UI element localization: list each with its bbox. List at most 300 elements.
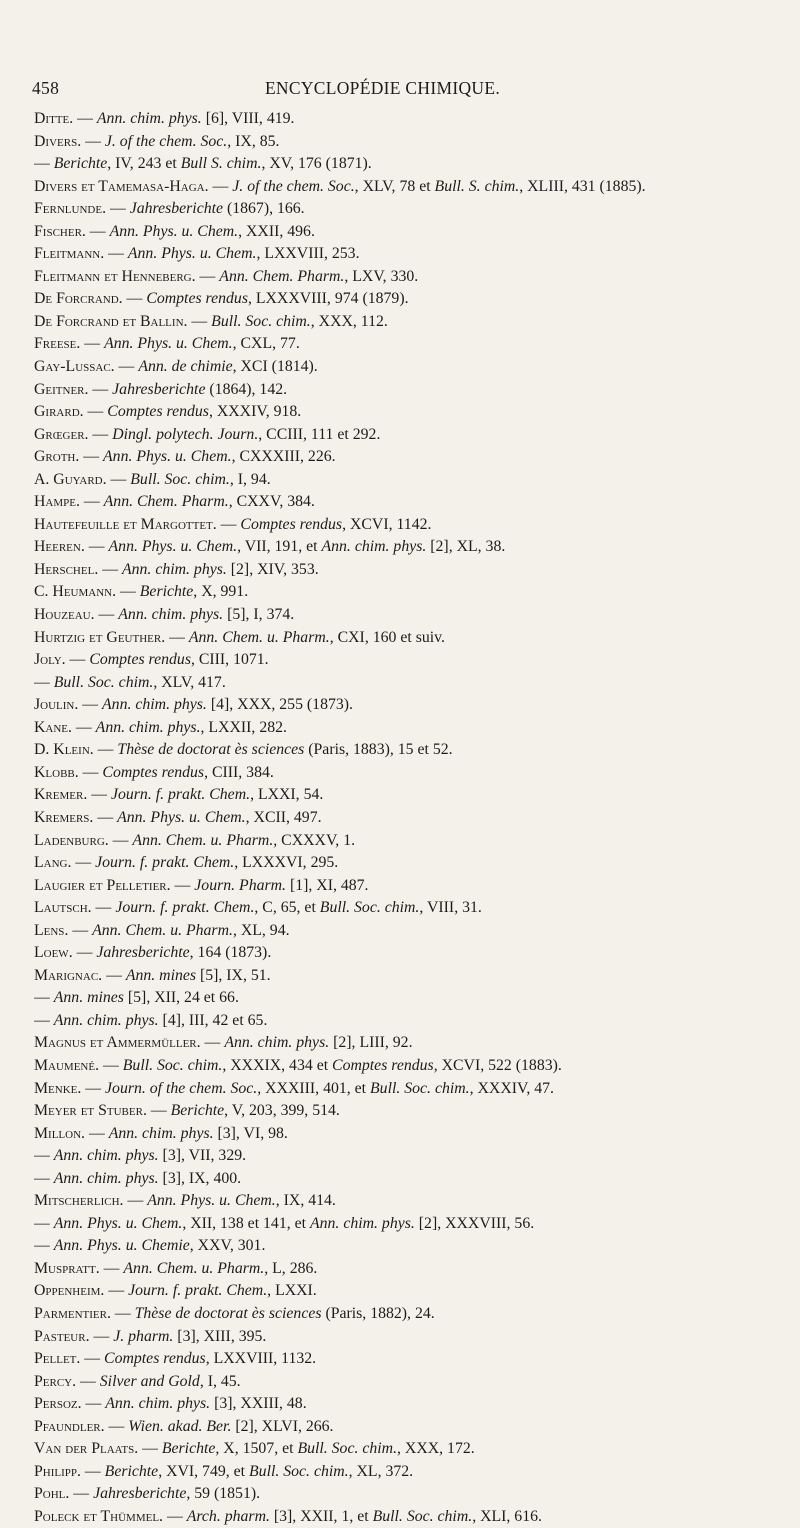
citation-text: . —: [98, 966, 126, 984]
bibliography-entry: [34, 1190, 794, 1213]
author-name: Divers: [34, 132, 78, 150]
citation-text: . —: [112, 583, 140, 601]
journal-title: Ann. Chem. Pharm.: [103, 493, 229, 511]
journal-title: Jahresberichte: [96, 944, 190, 962]
citation-text: , XLI, 616.: [472, 1507, 542, 1525]
citation-text: , LXXXVI, 295.: [234, 854, 339, 872]
author-name: Hampe: [34, 493, 76, 511]
citation-text: , XL, 94.: [232, 921, 290, 939]
citation-text: . —: [76, 335, 105, 353]
citation-text: , IX, 414.: [275, 1192, 336, 1210]
journal-title: Comptes rendus: [102, 763, 205, 781]
author-name: Hautefeuille et Margottet: [34, 515, 213, 533]
citation-text: , XVI, 749, et: [158, 1462, 250, 1480]
citation-text: [4], III, 42 et 65.: [158, 1011, 268, 1029]
citation-text: [2], XL, 38.: [426, 538, 506, 556]
citation-text: . —: [110, 358, 139, 376]
bibliography-entry: [34, 762, 794, 785]
author-name: Percy: [34, 1372, 73, 1390]
citation-text: , XCVI, 1142.: [342, 515, 432, 533]
journal-title: Comptes rendus: [89, 651, 191, 669]
citation-text: [2], LIII, 92.: [329, 1034, 413, 1052]
citation-text: , LXXVIII, 253.: [256, 245, 360, 263]
bibliography-entry: [34, 288, 794, 311]
citation-text: , L, 286.: [264, 1259, 318, 1277]
citation-text: , LXXII, 282.: [200, 718, 287, 736]
author-name: Magnus et Ammermüller: [34, 1034, 197, 1052]
author-name: Geitner: [34, 380, 85, 398]
citation-text: —: [34, 1011, 54, 1029]
citation-text: [3], XIII, 395.: [173, 1327, 267, 1345]
journal-title: Ann. mines: [53, 989, 124, 1007]
citation-text: [4], XXX, 255 (1873).: [206, 696, 353, 714]
author-name: Lens: [34, 921, 65, 939]
journal-title: Ann. chim. phys.: [53, 1011, 159, 1029]
bibliography-entry: [34, 875, 794, 898]
bibliography-entry: [34, 536, 794, 559]
citation-text: [3], XXII, 1, et: [269, 1507, 373, 1525]
citation-text: —: [34, 1147, 54, 1165]
citation-text: , CXXXIII, 226.: [231, 448, 336, 466]
citation-text: . —: [68, 944, 97, 962]
bibliography-entry: [34, 1123, 794, 1146]
author-name: Joulin: [34, 696, 75, 714]
author-name: C. Heumann: [34, 583, 113, 601]
bibliography-entry: [34, 1145, 794, 1168]
journal-title: Journ. f. prakt. Chem.: [110, 786, 251, 804]
citation-text: , CXXV, 384.: [228, 493, 315, 511]
bibliography-entry: [34, 221, 794, 244]
citation-text: , C, 65, et: [254, 899, 320, 917]
journal-title: Berichte: [53, 155, 108, 173]
citation-text: , XXX, 112.: [310, 312, 388, 330]
citation-text: , XXXIV, 918.: [208, 403, 302, 421]
author-name: Persoz: [34, 1395, 78, 1413]
citation-text: [5], I, 374.: [223, 606, 295, 624]
journal-title: Ann. chim. phys.: [102, 696, 207, 714]
journal-title: Bull. S. chim.: [434, 177, 520, 195]
citation-text: . —: [196, 1034, 225, 1052]
author-name: Muspratt: [34, 1259, 96, 1277]
citation-text: . —: [76, 1350, 105, 1368]
citation-text: . —: [212, 515, 241, 533]
citation-text: —: [34, 1237, 54, 1255]
citation-text: , XXX, 172.: [397, 1440, 475, 1458]
bibliography-entry: [34, 1258, 794, 1281]
journal-title: Berichte: [139, 583, 194, 601]
citation-text: , XXII, 496.: [238, 222, 315, 240]
citation-text: , XLV, 417.: [153, 673, 226, 691]
citation-text: . —: [134, 1440, 162, 1458]
citation-text: , XLV, 78 et: [354, 177, 435, 195]
journal-title: Bull. Soc. chim.: [122, 1056, 223, 1074]
journal-title: Comptes rendus: [104, 1350, 206, 1368]
page-header: [32, 78, 500, 99]
citation-text: . —: [68, 718, 96, 736]
bibliography-entry: [34, 1326, 794, 1349]
journal-title: Ann. chim. phys.: [95, 718, 201, 736]
citation-text: . —: [95, 1259, 124, 1277]
journal-title: Ann. Phys. u. Chem.: [53, 1214, 183, 1232]
author-name: Philipp: [34, 1462, 78, 1480]
journal-title: Journ. Pharm.: [194, 876, 287, 894]
citation-text: (1867), 166.: [223, 200, 305, 218]
journal-title: Ann. chim. phys.: [96, 110, 202, 127]
author-name: Menke: [34, 1079, 78, 1097]
journal-title: Ann. chim. phys.: [121, 560, 227, 578]
journal-title: Journ. f. prakt. Chem.: [128, 1282, 268, 1300]
journal-title: Jahresberichte: [112, 380, 206, 398]
citation-text: . —: [166, 876, 195, 894]
journal-title: J. of the chem. Soc.: [104, 132, 228, 150]
citation-text: . —: [79, 403, 108, 421]
citation-text: [3], IX, 400.: [158, 1169, 242, 1187]
citation-text: , XCI (1814).: [232, 358, 318, 376]
journal-title: Wien. akad. Ber.: [128, 1417, 232, 1435]
citation-text: . —: [65, 1485, 94, 1503]
bibliography-entry: [34, 1280, 794, 1303]
author-name: Pellet: [34, 1350, 77, 1368]
bibliography-entry: [34, 852, 794, 875]
bibliography-entry: [34, 131, 794, 154]
citation-text: . —: [64, 921, 93, 939]
citation-text: . —: [80, 538, 109, 556]
journal-title: Comptes rendus: [107, 403, 209, 421]
author-name: Klobb: [34, 763, 75, 781]
citation-text: , LXV, 330.: [344, 267, 419, 285]
bibliography-entry: [34, 1100, 794, 1123]
journal-title: Ann. chim. phys.: [108, 1124, 214, 1142]
bibliography-entry: [34, 581, 794, 604]
journal-title: Jahresberichte: [129, 200, 224, 218]
author-name: Groth: [34, 448, 76, 466]
journal-title: Ann. chim. phys.: [53, 1169, 159, 1187]
bibliography-entry: [34, 1393, 794, 1416]
citation-text: . —: [67, 854, 96, 872]
bibliography-entry: [34, 401, 794, 424]
author-name: Oppenheim: [34, 1282, 101, 1300]
citation-text: . —: [183, 312, 212, 330]
citation-text: , CXXXV, 1.: [273, 831, 356, 849]
bibliography-entry: [34, 830, 794, 853]
bibliography-entry: [34, 897, 794, 920]
citation-text: . —: [77, 1395, 106, 1413]
citation-text: , XXXIII, 401, et: [257, 1079, 371, 1097]
citation-text: . —: [84, 380, 113, 398]
bibliography-entry: [34, 807, 794, 830]
bibliography-entry: [34, 1348, 794, 1371]
citation-text: , CCIII, 111 et 292.: [258, 425, 381, 443]
citation-text: , XXXIV, 47.: [469, 1079, 555, 1097]
bibliography-entry: [34, 1438, 794, 1461]
bibliography-entry: [34, 198, 794, 221]
citation-text: , XLIII, 431 (1885).: [519, 177, 646, 195]
citation-text: . —: [100, 245, 128, 263]
citation-text: , LXXI, 54.: [250, 786, 324, 804]
citation-text: . —: [142, 1102, 171, 1120]
citation-text: . —: [95, 1056, 123, 1074]
bibliography-entry: [34, 1032, 794, 1055]
journal-title: Bull S. chim.: [180, 155, 262, 173]
bibliography-entry: [34, 942, 794, 965]
citation-text: , CXL, 77.: [232, 335, 300, 353]
citation-text: . —: [85, 1327, 114, 1345]
bibliography-entry: [34, 672, 794, 695]
citation-text: (Paris, 1883), 15 et 52.: [304, 741, 453, 759]
author-name: Joly: [34, 651, 62, 669]
journal-title: Bull. Soc. chim.: [372, 1507, 473, 1525]
citation-text: [2], XIV, 353.: [226, 560, 319, 578]
journal-title: Silver and Gold: [99, 1372, 200, 1390]
bibliography-entry: [34, 446, 794, 469]
citation-text: —: [34, 155, 54, 173]
bibliography-entry: [34, 1078, 794, 1101]
journal-title: Ann. chim. phys.: [53, 1147, 159, 1165]
citation-text: [2], XXXVIII, 56.: [414, 1214, 535, 1232]
citation-text: . —: [204, 177, 233, 195]
bibliography-entry: [34, 694, 794, 717]
author-name: Heeren: [34, 538, 81, 556]
citation-text: —: [34, 673, 54, 691]
citation-text: , LXXVIII, 1132.: [205, 1350, 317, 1368]
bibliography-entry: [34, 311, 794, 334]
journal-title: J. of the chem. Soc.: [232, 177, 355, 195]
citation-text: —: [34, 1214, 54, 1232]
bibliography-entry: [34, 1303, 794, 1326]
citation-text: . —: [77, 1079, 106, 1097]
citation-text: . —: [77, 132, 105, 150]
journal-title: Ann. Phys. u. Chem.: [103, 448, 232, 466]
citation-text: . —: [75, 448, 104, 466]
citation-text: . —: [87, 899, 116, 917]
citation-text: [3], XXIII, 48.: [210, 1395, 307, 1413]
journal-title: Bull. Soc. chim.: [211, 312, 311, 330]
citation-text: . —: [74, 763, 103, 781]
journal-title: Ann. chim. phys.: [118, 606, 224, 624]
citation-text: . —: [75, 493, 104, 511]
journal-title: J. pharm.: [113, 1327, 174, 1345]
bibliography-entry: [34, 1213, 794, 1236]
journal-title: Bull. Soc. chim.: [370, 1079, 470, 1097]
author-name: A. Guyard: [34, 470, 103, 488]
author-name: Divers et Tamemasa-Haga: [34, 177, 205, 195]
author-name: Freese: [34, 335, 77, 353]
citation-text: . —: [81, 1124, 109, 1142]
author-name: Van der Plaats: [34, 1440, 135, 1458]
citation-text: , IX, 85.: [227, 132, 280, 150]
journal-title: Comptes rendus: [146, 290, 248, 308]
citation-text: , XCVI, 522 (1883).: [433, 1056, 562, 1074]
bibliography-entry: [34, 491, 794, 514]
journal-title: Ann. Chem. u. Pharm.: [123, 1259, 265, 1277]
citation-text: . —: [102, 470, 131, 488]
citation-text: , VII, 191, et: [237, 538, 322, 556]
journal-title: Ann. Chem. u. Pharm.: [188, 628, 330, 646]
citation-text: . —: [81, 222, 110, 240]
citation-text: . —: [191, 267, 220, 285]
citation-text: , XII, 138 et 141, et: [182, 1214, 310, 1232]
citation-text: , XXV, 301.: [189, 1237, 266, 1255]
journal-title: Ann. Phys. u. Chem.: [109, 222, 239, 240]
citation-text: . —: [94, 560, 122, 578]
journal-title: Bull. Soc. chim.: [130, 470, 230, 488]
bibliography-entry: [34, 469, 794, 492]
citation-text: . —: [89, 808, 118, 826]
author-name: Loew: [34, 944, 69, 962]
bibliography-entry: [34, 1483, 794, 1506]
journal-title: Ann. Phys. u. Chem.: [127, 245, 257, 263]
journal-title: Arch. pharm.: [186, 1507, 270, 1525]
author-name: Marignac: [34, 966, 99, 984]
author-name: Fischer: [34, 222, 82, 240]
author-name: Poleck et Thümmel: [34, 1507, 160, 1525]
author-name: Herschel: [34, 560, 95, 578]
bibliography-entry: [34, 1010, 794, 1033]
journal-title: Bull. Soc. chim.: [249, 1462, 349, 1480]
citation-text: (Paris, 1882), 24.: [321, 1304, 435, 1322]
citation-text: . —: [159, 1507, 187, 1525]
citation-text: , XCII, 497.: [245, 808, 322, 826]
citation-text: , CIII, 1071.: [190, 651, 269, 669]
citation-text: , V, 203, 399, 514.: [224, 1102, 340, 1120]
bibliography-entry: [34, 739, 794, 762]
bibliography-entry: [34, 1371, 794, 1394]
author-name: Houzeau: [34, 606, 91, 624]
bibliography-entry: [34, 176, 794, 199]
bibliography-entry: [34, 604, 794, 627]
citation-text: , I, 94.: [229, 470, 271, 488]
bibliography-entry: [34, 1416, 794, 1439]
author-name: Fernlunde: [34, 200, 103, 218]
bibliography-entry: [34, 356, 794, 379]
running-title: ENCYCLOPÉDIE CHIMIQUE.: [264, 78, 500, 98]
citation-text: , LXXI.: [267, 1282, 317, 1300]
bibliography-entry: [34, 965, 794, 988]
journal-title: Journ. of the chem. Soc.: [105, 1079, 258, 1097]
page-number: 458: [32, 78, 60, 98]
citation-text: (1864), 142.: [205, 380, 288, 398]
journal-title: Journ. f. prakt. Chem.: [115, 899, 255, 917]
author-name: Pasteur: [34, 1327, 86, 1345]
citation-text: , I, 45.: [199, 1372, 241, 1390]
citation-text: . —: [83, 786, 111, 804]
author-name: Kane: [34, 718, 69, 736]
bibliography-entry: [34, 627, 794, 650]
journal-title: Ann. Chem. Pharm.: [219, 267, 345, 285]
journal-title: Ann. Phys. u. Chemie: [53, 1237, 190, 1255]
author-name: Lang: [34, 854, 68, 872]
citation-text: . —: [84, 425, 113, 443]
journal-title: Berichte: [161, 1440, 216, 1458]
journal-title: Bull. Soc. chim.: [319, 899, 420, 917]
citation-text: [2], XLVI, 266.: [231, 1417, 334, 1435]
citation-text: , X, 1507, et: [215, 1440, 298, 1458]
bibliography-entry: [34, 514, 794, 537]
journal-title: Ann. Phys. u. Chem.: [117, 808, 246, 826]
bibliography-list: [34, 108, 794, 1528]
author-name: Ditte: [34, 110, 70, 127]
journal-title: Ann. chim. phys.: [105, 1395, 211, 1413]
citation-text: . —: [106, 1304, 135, 1322]
citation-text: [1], XI, 487.: [286, 876, 369, 894]
author-name: Pfaundler: [34, 1417, 101, 1435]
citation-text: , CIII, 384.: [204, 763, 274, 781]
bibliography-entry: [34, 266, 794, 289]
author-name: De Forcrand et Ballin: [34, 312, 184, 330]
citation-text: —: [34, 1169, 54, 1187]
citation-text: . —: [74, 696, 103, 714]
citation-text: . —: [77, 1462, 105, 1480]
bibliography-entry: [34, 379, 794, 402]
bibliography-entry: [34, 920, 794, 943]
author-name: Grœger: [34, 425, 85, 443]
citation-text: , CXI, 160 et suiv.: [329, 628, 445, 646]
author-name: Pohl: [34, 1485, 66, 1503]
author-name: Laugier et Pelletier: [34, 876, 167, 894]
journal-title: Ann. chim. phys.: [224, 1034, 330, 1052]
author-name: Kremers: [34, 808, 90, 826]
citation-text: . —: [102, 200, 130, 218]
citation-text: . —: [100, 1282, 129, 1300]
author-name: Lautsch: [34, 899, 88, 917]
author-name: Mitscherlich: [34, 1192, 120, 1210]
journal-title: Ann. Phys. u. Chem.: [104, 335, 233, 353]
author-name: Parmentier: [34, 1304, 107, 1322]
citation-text: . —: [72, 1372, 100, 1390]
author-name: D. Klein: [34, 741, 90, 759]
author-name: Gay-Lussac: [34, 358, 111, 376]
citation-text: . —: [100, 1417, 129, 1435]
bibliography-entry: [34, 1461, 794, 1484]
citation-text: , VIII, 31.: [419, 899, 482, 917]
bibliography-entry: [34, 649, 794, 672]
bibliography-entry: [34, 1168, 794, 1191]
citation-text: , XL, 372.: [348, 1462, 414, 1480]
journal-title: Jahresberichte: [93, 1485, 187, 1503]
citation-text: . —: [90, 606, 119, 624]
citation-text: [6], VIII, 419.: [201, 110, 295, 127]
journal-title: Berichte: [104, 1462, 159, 1480]
bibliography-entry: [34, 559, 794, 582]
journal-title: Ann. Phys. u. Chem.: [108, 538, 238, 556]
bibliography-entry: [34, 153, 794, 176]
author-name: Fleitmann: [34, 245, 101, 263]
citation-text: . —: [119, 1192, 148, 1210]
journal-title: Bull. Soc. chim.: [53, 673, 154, 691]
bibliography-entry: [34, 243, 794, 266]
citation-text: . —: [161, 628, 189, 646]
bibliography-entry: [34, 717, 794, 740]
bibliography-entry: [34, 784, 794, 807]
citation-text: [5], XII, 24 et 66.: [123, 989, 239, 1007]
journal-title: Ann. chim. phys.: [321, 538, 427, 556]
citation-text: , 164 (1873).: [189, 944, 272, 962]
journal-title: Dingl. polytech. Journ.: [112, 425, 259, 443]
citation-text: [3], VI, 98.: [213, 1124, 288, 1142]
journal-title: Thèse de doctorat ès sciences: [117, 741, 305, 759]
citation-text: [3], VII, 329.: [158, 1147, 247, 1165]
journal-title: Comptes rendus: [240, 515, 343, 533]
citation-text: , XXXIX, 434 et: [222, 1056, 333, 1074]
citation-text: , XV, 176 (1871).: [261, 155, 372, 173]
citation-text: . —: [118, 290, 147, 308]
citation-text: , LXXXVIII, 974 (1879).: [247, 290, 409, 308]
citation-text: . —: [69, 110, 97, 127]
bibliography-entry: [34, 987, 794, 1010]
citation-text: [5], IX, 51.: [196, 966, 271, 984]
citation-text: , IV, 243 et: [107, 155, 181, 173]
author-name: Millon: [34, 1124, 82, 1142]
